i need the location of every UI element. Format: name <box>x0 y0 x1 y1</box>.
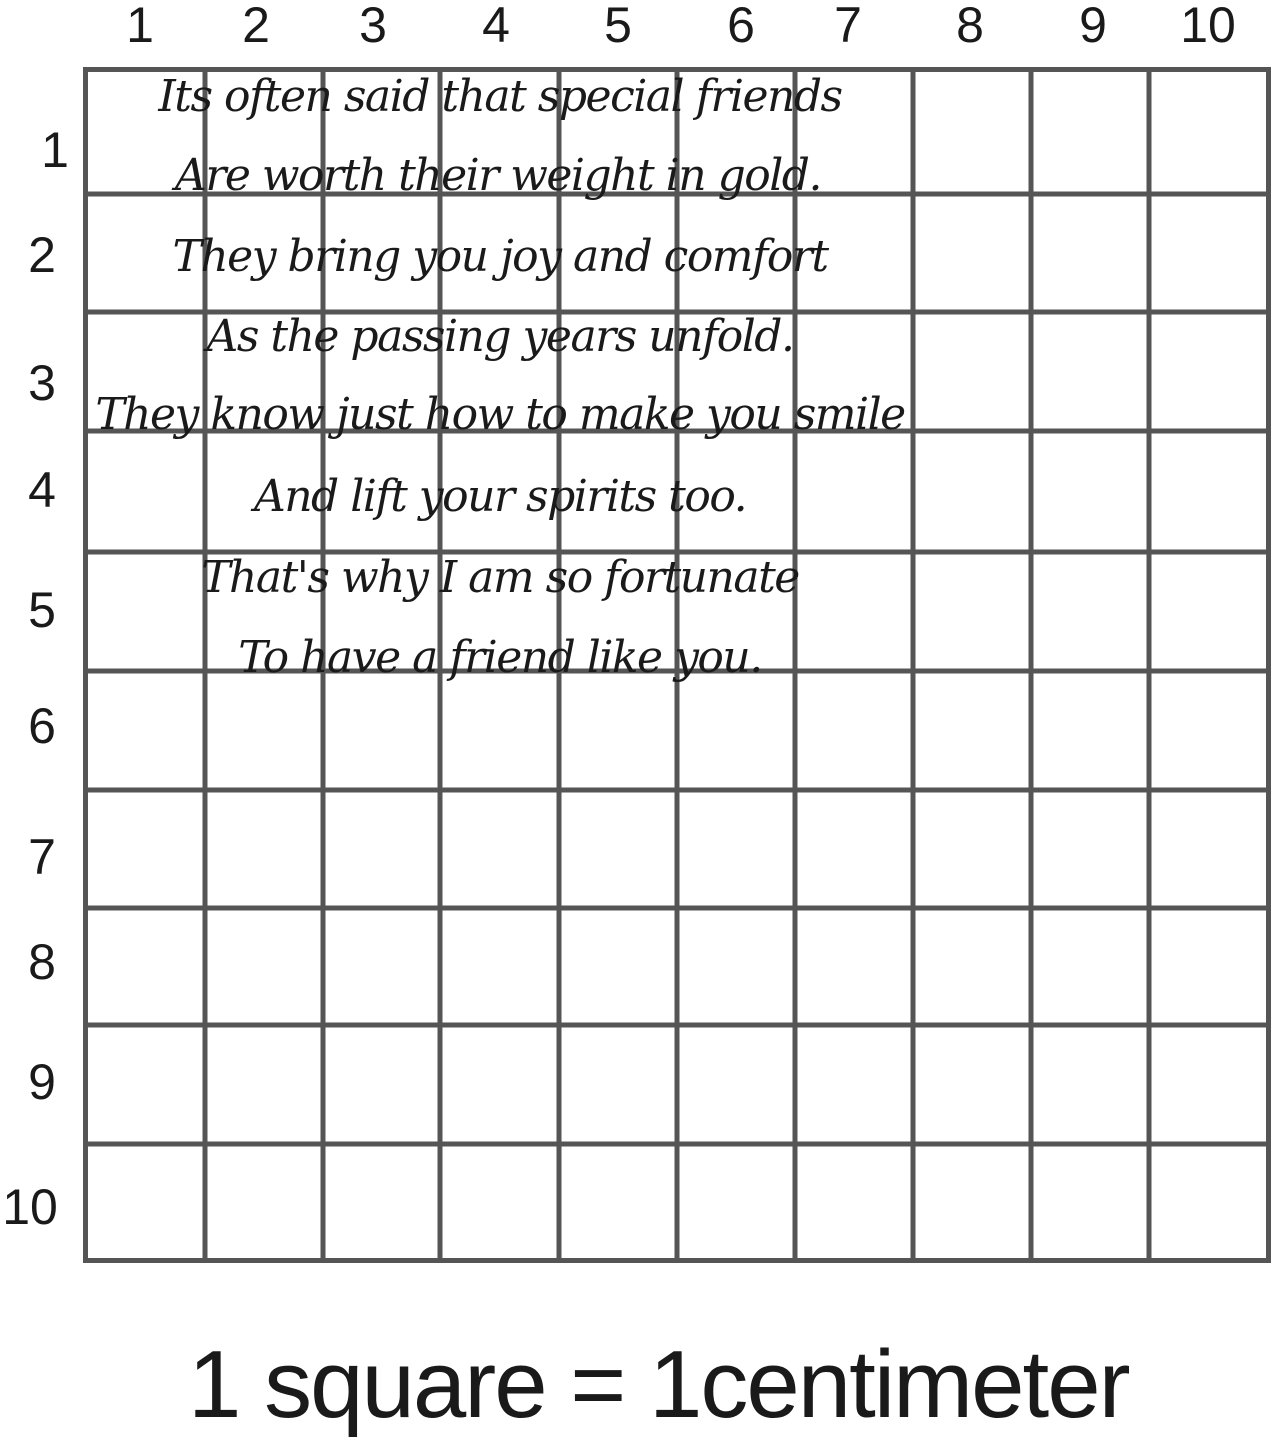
poem-line-8: To have a friend like you. <box>238 632 762 683</box>
row-label-3: 3 <box>28 355 56 411</box>
poem-line-2: Are worth their weight in gold. <box>175 150 821 201</box>
poem-line-5: They know just how to make you smile <box>95 389 905 440</box>
poem-line-6: And lift your spirits too. <box>253 471 747 522</box>
row-label-6: 6 <box>28 698 56 754</box>
scale-caption: 1 square = 1centimeter <box>188 1331 1129 1438</box>
column-label-5: 5 <box>604 0 632 53</box>
row-label-1: 1 <box>41 122 69 178</box>
grid-horizontal-line <box>88 1142 1266 1147</box>
column-label-1: 1 <box>126 0 154 53</box>
poem-line-1: Its often said that special friends <box>158 71 842 122</box>
column-label-3: 3 <box>359 0 387 53</box>
grid-horizontal-line <box>88 906 1266 911</box>
poem-line-4: As the passing years unfold. <box>206 311 794 362</box>
column-label-8: 8 <box>956 0 984 53</box>
row-label-7: 7 <box>28 829 56 885</box>
row-label-9: 9 <box>28 1054 56 1110</box>
column-label-2: 2 <box>242 0 270 53</box>
column-label-7: 7 <box>834 0 862 53</box>
poem-line-3: They bring you joy and comfort <box>172 231 828 282</box>
column-label-4: 4 <box>482 0 510 53</box>
grid-vertical-line <box>911 72 916 1258</box>
column-label-10: 10 <box>1180 0 1236 53</box>
grid-vertical-line <box>1029 72 1034 1258</box>
grid-horizontal-line <box>88 1023 1266 1028</box>
poem-line-7: That's why I am so fortunate <box>201 552 799 603</box>
column-label-6: 6 <box>727 0 755 53</box>
row-label-8: 8 <box>28 934 56 990</box>
row-label-10: 10 <box>2 1179 58 1235</box>
column-label-9: 9 <box>1079 0 1107 53</box>
row-label-4: 4 <box>28 462 56 518</box>
row-label-2: 2 <box>28 227 56 283</box>
grid-horizontal-line <box>88 788 1266 793</box>
row-label-5: 5 <box>28 582 56 638</box>
grid-vertical-line <box>1147 72 1152 1258</box>
